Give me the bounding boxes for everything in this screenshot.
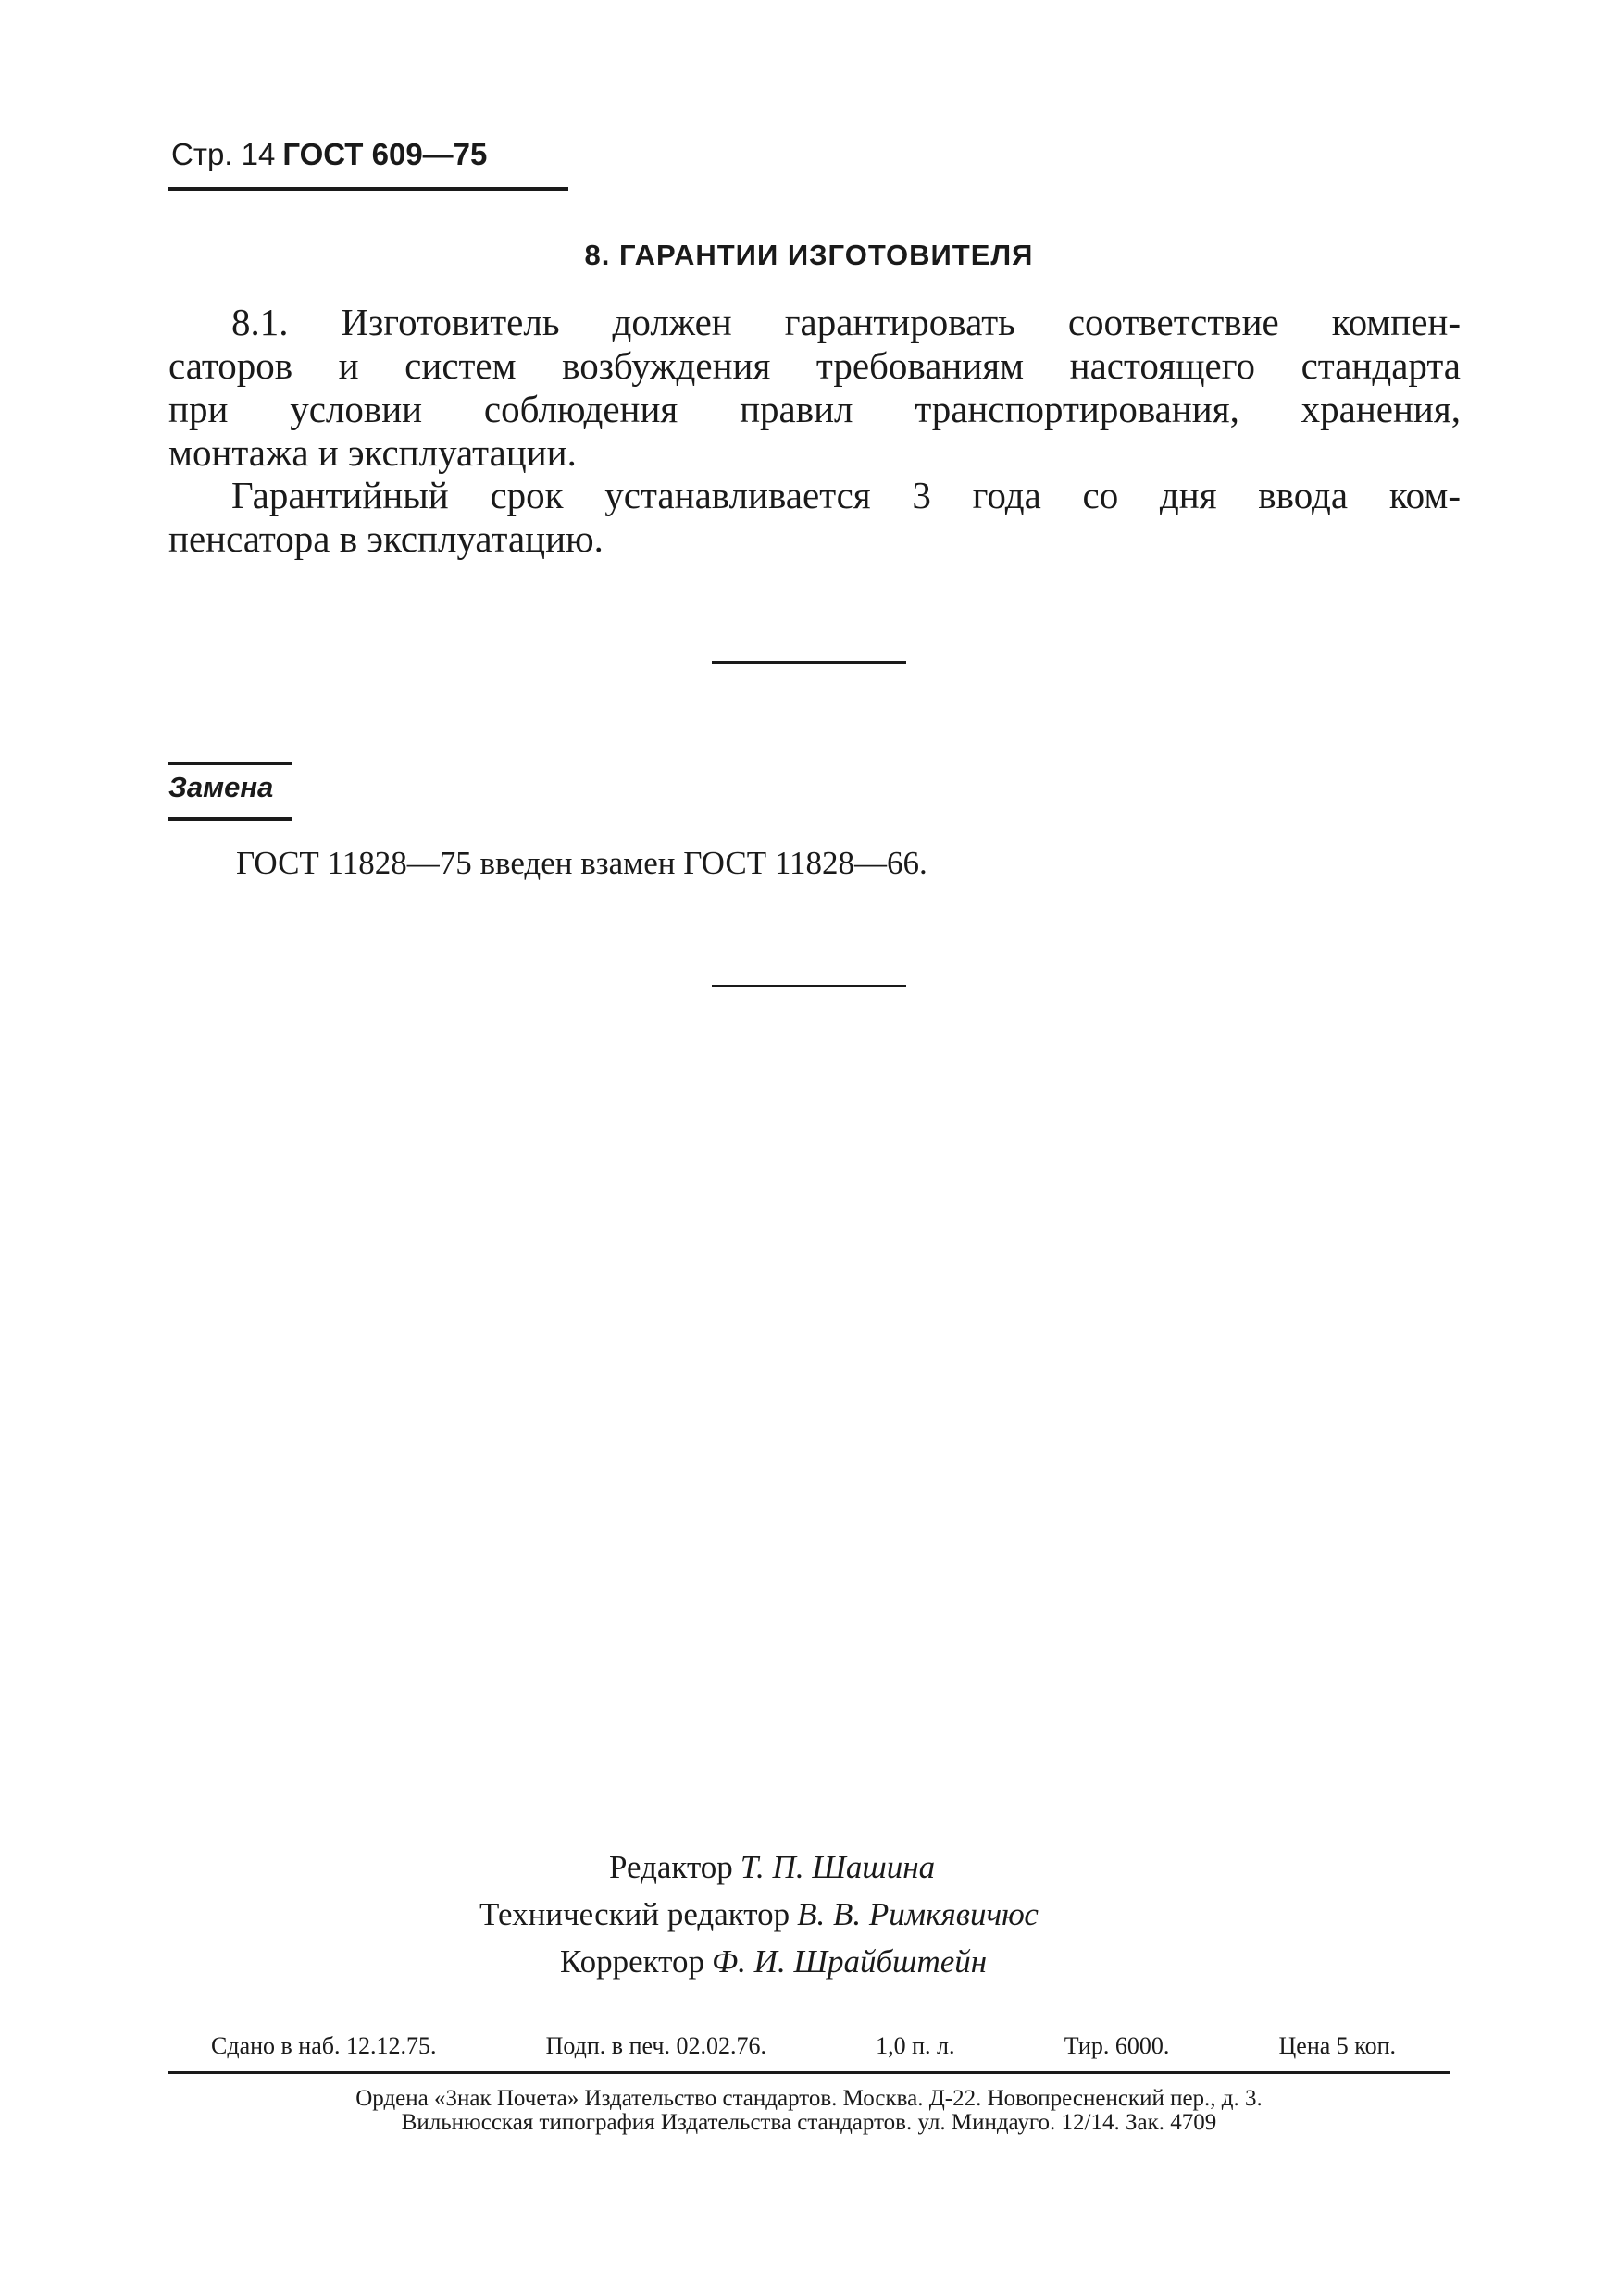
page-number: Стр. 14 xyxy=(171,137,276,171)
paragraph-line: пенсатора в эксплуатацию. xyxy=(168,517,604,560)
credit-role: Редактор xyxy=(609,1849,733,1885)
paragraph-line: монтажа и эксплуатации. xyxy=(168,431,577,474)
credit-name: В. В. Римкявичюс xyxy=(797,1896,1039,1932)
paragraph-line: 8.1. Изготовитель должен гарантировать соответствие компен- xyxy=(231,301,1461,343)
credit-tech-editor xyxy=(479,1896,1039,1933)
credit-name: Т. П. Шашина xyxy=(740,1849,936,1885)
document-code: ГОСТ 609—75 xyxy=(282,137,488,171)
paragraph-line: саторов и систем возбуждения требованиям настоящего стандарта xyxy=(168,344,1461,387)
separator-rule xyxy=(712,985,906,987)
imprint-print-run: Тир. 6000. xyxy=(1064,2032,1170,2059)
replacement-rule-bottom xyxy=(168,817,292,821)
credit-role: Корректор xyxy=(560,1943,705,1980)
section-title: 8. ГАРАНТИИ ИЗГОТОВИТЕЛЯ xyxy=(584,239,1034,271)
credit-corrector xyxy=(560,1943,987,1980)
header-rule xyxy=(168,187,568,191)
imprint-price: Цена 5 коп. xyxy=(1278,2032,1396,2059)
imprint-sent: Сдано в наб. 12.12.75. xyxy=(211,2032,437,2059)
credit-editor xyxy=(609,1849,935,1886)
running-head xyxy=(171,137,487,172)
publisher-line: Ордена «Знак Почета» Издательство стандартов. Москва. Д-22. Новопресненский пер., д. 3. xyxy=(355,2086,1263,2111)
imprint-sheets: 1,0 п. л. xyxy=(876,2032,955,2059)
footer-rule xyxy=(168,2071,1450,2074)
replacement-rule-top xyxy=(168,762,292,765)
replacement-label: Замена xyxy=(168,771,274,803)
credit-role: Технический редактор xyxy=(479,1896,790,1932)
imprint-signed: Подп. в печ. 02.02.76. xyxy=(545,2032,766,2059)
separator-rule xyxy=(712,661,906,664)
paragraph-8-1 xyxy=(168,301,1461,475)
imprint-row xyxy=(211,2032,1396,2060)
credit-name: Ф. И. Шрайбштейн xyxy=(712,1943,988,1980)
paragraph-line: Гарантийный срок устанавливается 3 года со дня ввода ком- xyxy=(231,474,1461,516)
paragraph-warranty xyxy=(168,474,1461,561)
paragraph-line: при условии соблюдения правил транспортирования, хранения, xyxy=(168,388,1461,430)
printer-line: Вильнюсская типография Издательства стандартов. ул. Миндауго. 12/14. Зак. 4709 xyxy=(401,2110,1217,2135)
replacement-text: ГОСТ 11828—75 введен взамен ГОСТ 11828—66. xyxy=(236,845,927,881)
